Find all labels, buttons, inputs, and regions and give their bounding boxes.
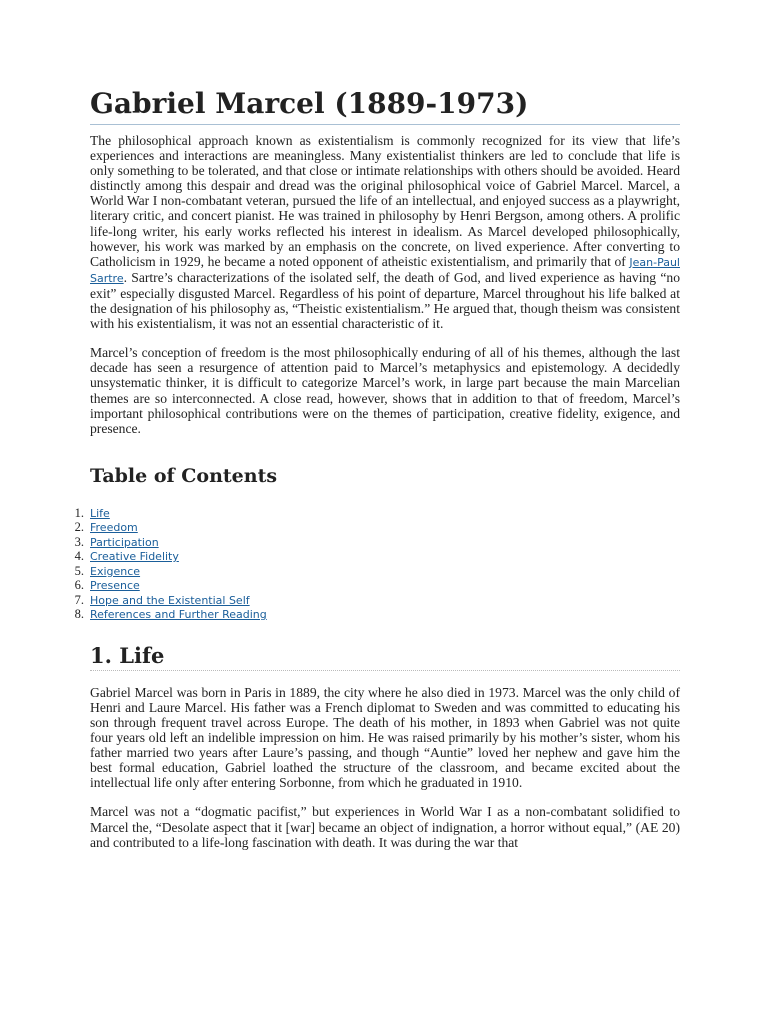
- toc-item: [74, 607, 680, 622]
- toc-number: 6.: [74, 578, 84, 593]
- page-title: Gabriel Marcel (1889-1973): [90, 86, 680, 125]
- toc-number: 3.: [74, 534, 84, 549]
- toc-link-exigence[interactable]: Exigence: [90, 564, 141, 578]
- toc-link-participation[interactable]: Participation: [90, 535, 159, 549]
- toc-item: [74, 563, 680, 579]
- toc-number: 1.: [74, 505, 84, 520]
- toc-heading: Table of Contents: [90, 464, 278, 487]
- toc-number: 2.: [74, 520, 84, 535]
- toc-item: [74, 549, 680, 564]
- toc-item: [74, 505, 680, 521]
- toc-item: [74, 578, 680, 593]
- toc-link-presence[interactable]: Presence: [90, 579, 140, 593]
- toc-link-hope[interactable]: Hope and the Existential Self: [90, 593, 250, 607]
- life-paragraph-2: Marcel was not a “dogmatic pacifist,” but experiences in World War I as a non-combatant solidified to Marcel the, “Desolate aspect that it [war] became an object of indignation, a horror without equal,” (AE 20) and contributed to a life-long fascination with death. It was during the war that: [90, 804, 680, 850]
- toc-number: 8.: [74, 607, 84, 622]
- toc-link-creative-fidelity[interactable]: Creative Fidelity: [90, 550, 179, 564]
- intro-paragraph-1: [90, 133, 680, 331]
- section-heading-life: 1. Life: [90, 644, 680, 671]
- toc-number: 5.: [74, 563, 84, 578]
- intro-paragraph-2: Marcel’s conception of freedom is the most philosophically enduring of all of his themes, although the last decade has seen a resurgence of attention paid to Marcel’s metaphysics and epistemology. A decidedly unsystematic thinker, it is difficult to categorize Marcel’s work, in large part because the main Marcelian themes are so interconnected. A close read, however, shows that in addition to that of freedom, Marcel’s important philosophical contributions were on the themes of participation, creative fidelity, exigence, and presence.: [90, 345, 680, 436]
- toc-item: [74, 520, 680, 535]
- article-content: [74, 86, 680, 864]
- toc-number: 7.: [74, 592, 84, 607]
- toc-item: [74, 534, 680, 550]
- toc-item: [74, 592, 680, 608]
- toc-link-life[interactable]: Life: [90, 506, 110, 520]
- toc-number: 4.: [74, 549, 84, 564]
- table-of-contents: [74, 505, 680, 622]
- intro-text-part-2: . Sartre’s characterizations of the isolated self, the death of God, and lived experience as having “no exit” especially disgusted Marcel. Regardless of his point of departure, Marcel throughout his life balked at the designation of his philosophy as, “Theistic existentialism.” He argued that, though theism was consistent with his existentialism, it was not an essential characteristic of it.: [90, 269, 680, 332]
- toc-link-references[interactable]: References and Further Reading: [90, 608, 267, 622]
- sartre-link[interactable]: Jean-Paul Sartre: [90, 255, 680, 285]
- intro-text-part-1: The philosophical approach known as existentialism is commonly recognized for its view that life’s experiences and interactions are meaningless. Many existentialist thinkers are led to conclude that life is only something to be tolerated, and that close or intimate relationships with others should be avoided. Heard distinctly among this despair and dread was the original philosophical voice of Gabriel Marcel. Marcel, a World War I non-combatant veteran, pursued the life of an intellectual, and enjoyed success as a playwright, literary critic, and concert pianist. He was trained in philosophy by Henri Bergson, among others. A prolific life-long writer, his early works reflected his interest in idealism. As Marcel developed philosophically, however, his work was marked by an emphasis on the concrete, on lived experience. After converting to Catholicism in 1929, he became a noted opponent of atheistic existentialism, and primarily that of: [90, 133, 680, 269]
- life-paragraph-1: Gabriel Marcel was born in Paris in 1889, the city where he also died in 1973. Marcel was the only child of Henri and Laure Marcel. His father was a French diplomat to Sweden and was committed to educating his son through frequent travel across Europe. The death of his mother, in 1893 when Gabriel was not quite four years old left an indelible impression on him. He was raised primarily by his mother’s sister, whom his father married two years after Laure’s passing, and though “Auntie” loved her nephew and gave him the best formal education, Gabriel loathed the structure of the classroom, and became excited about the intellectual life only after entering Sorbonne, from which he graduated in 1910.: [90, 684, 680, 791]
- toc-link-freedom[interactable]: Freedom: [90, 521, 138, 535]
